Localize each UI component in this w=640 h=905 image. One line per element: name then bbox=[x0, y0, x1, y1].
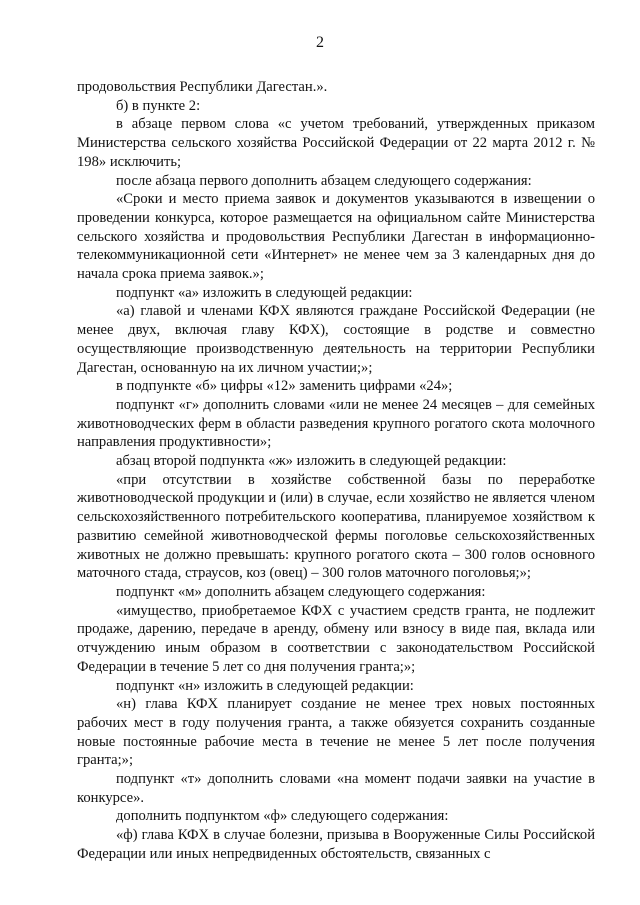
paragraph-3: в абзаце первом слова «с учетом требований, утвержденных приказом Министерства сельского хозяйства Российской Федерации от 22 марта 2012 г. № 198» исключить; bbox=[77, 116, 595, 170]
paragraph-1: продовольствия Республики Дагестан.». bbox=[77, 79, 328, 95]
paragraph-18: «ф) глава КФХ в случае болезни, призыва в Вооруженные Силы Российской Федерации или иных непредвиденных обстоятельств, связанных с bbox=[77, 827, 595, 862]
paragraph-16: подпункт «т» дополнить словами «на момент подачи заявки на участие в конкурсе». bbox=[77, 771, 595, 806]
paragraph-6: подпункт «а» изложить в следующей редакции: bbox=[116, 284, 413, 301]
paragraph-8: в подпункте «б» цифры «12» заменить цифрами «24»; bbox=[116, 378, 453, 395]
paragraph-9: подпункт «г» дополнить словами «или не менее 24 месяцев – для семейных животноводческих ферм в области разведения крупного рогатого скота молочного направления продуктивности»; bbox=[77, 396, 595, 451]
paragraph-15: «н) глава КФХ планирует создание не менее трех новых постоянных рабочих мест в году получения гранта, а также обязуется сохранить созданные новые постоянные рабочие места в течение не менее 5 лет после получения гранта;»; bbox=[77, 696, 595, 769]
paragraph-2: б) в пункте 2: bbox=[116, 97, 201, 114]
document-body bbox=[77, 78, 595, 864]
paragraph-7: «а) главой и членами КФХ являются граждане Российской Федерации (не менее двух, включая главу КФХ), состоящие в родстве и совместно осуществляющие производственную деятельность на территории Республики Дагестан, основанную на их личном участии;»; bbox=[77, 303, 595, 376]
paragraph-11: «при отсутствии в хозяйстве собственной базы по переработке животноводческой продукции и (или) в случае, если хозяйство не является членом сельскохозяйственного потребительского кооператива, планируемое хозяйством к развитию семейной животноводческой фермы поголовье сельскохозяйственных животных не должно превышать: крупного рогатого скота – 300 голов основного маточного стада, страусов, коз (овец) – 300 голов маточного поголовья;»; bbox=[77, 471, 595, 582]
page-number: 2 bbox=[316, 34, 324, 51]
paragraph-14: подпункт «н» изложить в следующей редакции: bbox=[116, 677, 414, 694]
paragraph-10: абзац второй подпункта «ж» изложить в следующей редакции: bbox=[116, 453, 507, 470]
paragraph-5: «Сроки и место приема заявок и документов указываются в извещении о проведении конкурса, которое размещается на официальном сайте Министерства сельского хозяйства и продовольствия Республики Дагестан в информационно-телекоммуникационной сети «Интернет» не менее чем за 3 календарных дня до начала срока приема заявок.»; bbox=[77, 191, 595, 283]
paragraph-12: подпункт «м» дополнить абзацем следующего содержания: bbox=[116, 583, 486, 600]
paragraph-4: после абзаца первого дополнить абзацем следующего содержания: bbox=[116, 172, 532, 189]
paragraph-13: «имущество, приобретаемое КФХ с участием средств гранта, не подлежит продаже, дарению, передаче в аренду, обмену или взносу в виде пая, вклада или отчуждению иным образом в соответствии с законодательством Российской Федерации в течение 5 лет со дня получения гранта;»; bbox=[77, 602, 595, 675]
paragraph-17: дополнить подпунктом «ф» следующего содержания: bbox=[116, 808, 449, 825]
